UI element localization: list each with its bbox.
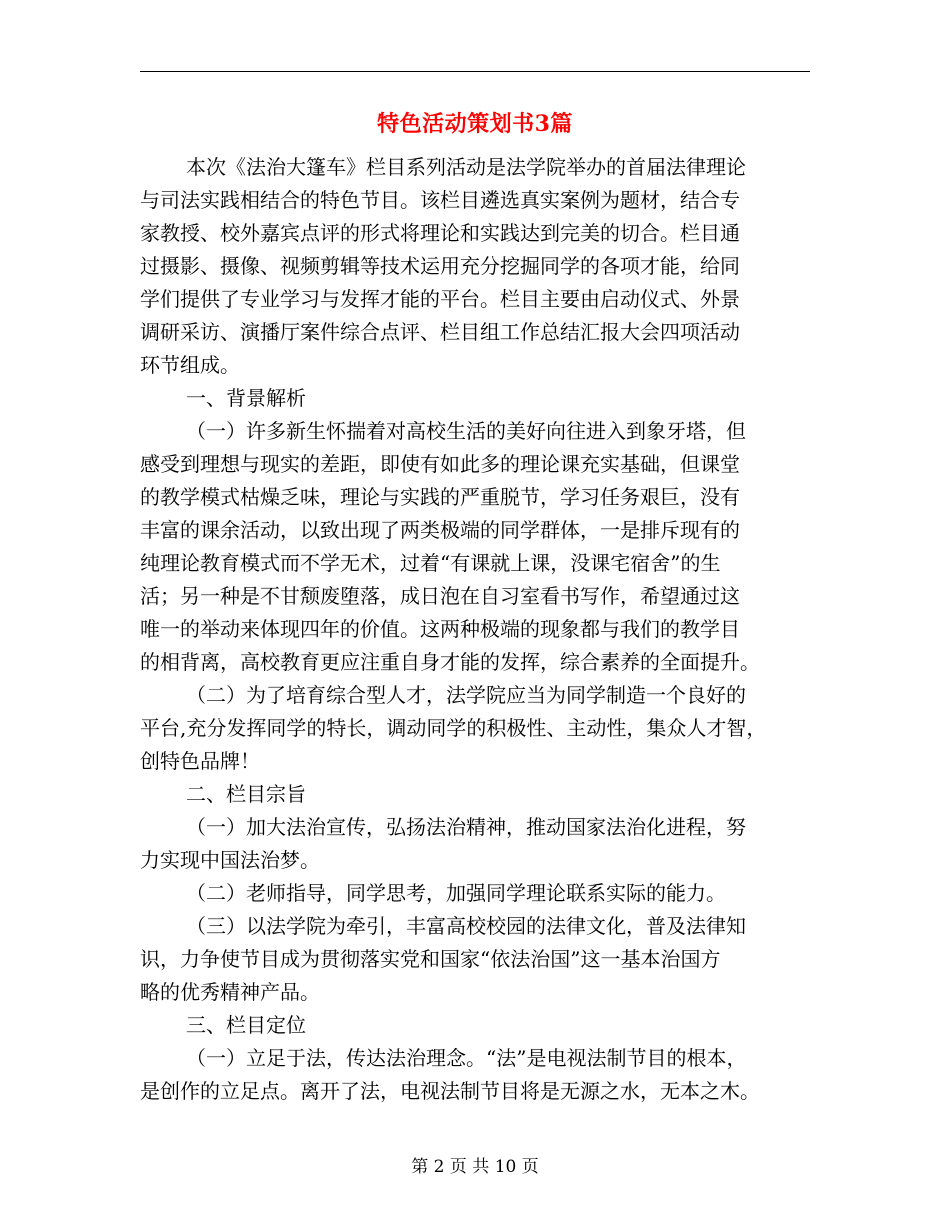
text-line: 创特色品牌！ bbox=[140, 749, 260, 773]
text-line: 一、背景解析 bbox=[186, 386, 306, 410]
text-line: （一）许多新生怀揣着对高校生活的美好向往进入到象牙塔，但 bbox=[186, 419, 746, 443]
text-line: 识，力争使节目成为贯彻落实党和国家“依法治国”这一基本治国方 bbox=[140, 947, 721, 971]
text-line: （一）立足于法，传达法治理念。“法”是电视法制节目的根本， bbox=[186, 1046, 747, 1070]
page-footer: 第 2 页 共 10 页 bbox=[411, 1157, 539, 1177]
text-line: 调研采访、演播厅案件综合点评、栏目组工作总结汇报大会四项活动 bbox=[140, 320, 740, 344]
text-line: （三）以法学院为牵引，丰富高校校园的法律文化，普及法律知 bbox=[186, 914, 746, 938]
text-line: 丰富的课余活动，以致出现了两类极端的同学群体，一是排斥现有的 bbox=[140, 518, 740, 542]
text-line: 本次《法治大篷车》栏目系列活动是法学院举办的首届法律理论 bbox=[186, 155, 746, 179]
document-title: 特色活动策划书3篇 bbox=[377, 111, 573, 137]
text-line: 三、栏目定位 bbox=[186, 1013, 306, 1037]
text-line: 的教学模式枯燥乏味，理论与实践的严重脱节，学习任务艰巨，没有 bbox=[140, 485, 740, 509]
text-line: 略的优秀精神产品。 bbox=[140, 980, 320, 1004]
text-line: （一）加大法治宣传，弘扬法治精神，推动国家法治化进程，努 bbox=[186, 815, 746, 839]
text-line: （二）为了培育综合型人才，法学院应当为同学制造一个良好的 bbox=[186, 683, 746, 707]
text-line: 与司法实践相结合的特色节目。该栏目遴选真实案例为题材，结合专 bbox=[140, 188, 740, 212]
text-line: 唯一的举动来体现四年的价值。这两种极端的现象都与我们的教学目 bbox=[140, 617, 740, 641]
text-line: 二、栏目宗旨 bbox=[186, 782, 306, 806]
text-line: 过摄影、摄像、视频剪辑等技术运用充分挖掘同学的各项才能，给同 bbox=[140, 254, 740, 278]
text-line: 环节组成。 bbox=[140, 353, 240, 377]
text-line: 家教授、校外嘉宾点评的形式将理论和实践达到完美的切合。栏目通 bbox=[140, 221, 740, 245]
text-line: 是创作的立足点。离开了法，电视法制节目将是无源之水，无本之木。 bbox=[140, 1079, 760, 1103]
text-line: 纯理论教育模式而不学无术，过着“有课就上课，没课宅宿舍”的生 bbox=[140, 551, 721, 575]
text-line: 力实现中国法治梦。 bbox=[140, 848, 320, 872]
text-line: 学们提供了专业学习与发挥才能的平台。栏目主要由启动仪式、外景 bbox=[140, 287, 740, 311]
header-rule bbox=[140, 71, 810, 72]
text-line: （二）老师指导，同学思考，加强同学理论联系实际的能力。 bbox=[186, 881, 726, 905]
document-body bbox=[140, 151, 810, 1108]
text-line: 感受到理想与现实的差距，即使有如此多的理论课充实基础，但课堂 bbox=[140, 452, 740, 476]
text-line: 的相背离，高校教育更应注重自身才能的发挥，综合素养的全面提升。 bbox=[140, 650, 760, 674]
text-line: 平台,充分发挥同学的特长，调动同学的积极性、主动性，集众人才智， bbox=[140, 716, 767, 740]
text-line: 活；另一种是不甘颓废堕落，成日泡在自习室看书写作，希望通过这 bbox=[140, 584, 740, 608]
